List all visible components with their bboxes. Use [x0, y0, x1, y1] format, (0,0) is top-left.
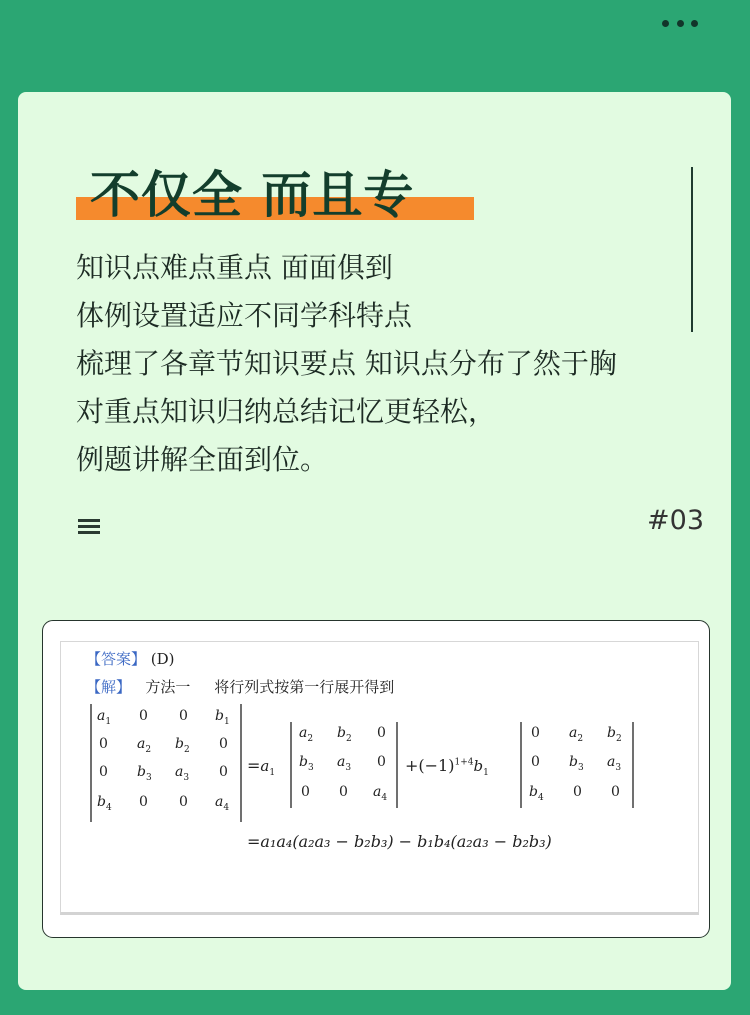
more-options-icon[interactable] — [662, 16, 698, 30]
headline: 不仅全 而且专 — [90, 166, 415, 224]
description-line: 知识点难点重点 面面俱到 — [76, 251, 393, 284]
solution-method: 方法一 — [145, 678, 191, 696]
final-result: =a₁a₄(a₂a₃ − b₂b₃) − b₁b₄(a₂a₃ − b₂b₃) — [247, 832, 552, 851]
description-line: 例题讲解全面到位。 — [76, 443, 329, 476]
solution-line — [86, 676, 394, 697]
sample-page — [60, 641, 699, 915]
plus-term: $+(-1)^{1+4}b_1$ — [405, 756, 489, 778]
answer-tag: 【答案】 — [86, 650, 147, 668]
menu-lines-icon[interactable] — [78, 519, 100, 533]
determinant-3x3-a: $a_2$ $b_2$ 0 $b_3$ $a_3$ 0 0 0 $a_4$ — [299, 725, 388, 803]
solution-tag: 【解】 — [86, 678, 132, 696]
solution-text: 将行列式按第一行展开得到 — [214, 678, 395, 696]
page-number: #03 — [647, 505, 704, 536]
determinant-3x3-b: 0 $a_2$ $b_2$ 0 $b_3$ $a_3$ $b_4$ 0 0 — [529, 725, 622, 803]
answer-value: (D) — [150, 650, 175, 668]
answer-line — [86, 648, 175, 669]
description — [76, 244, 696, 484]
description-line: 梳理了各章节知识要点 知识点分布了然于胸 — [76, 347, 617, 380]
description-line: 体例设置适应不同学科特点 — [76, 299, 413, 332]
headline-block — [76, 162, 476, 232]
description-line: 对重点知识归纳总结记忆更轻松， — [76, 395, 497, 428]
equals-sign: $=a_1$ — [247, 756, 276, 778]
determinant-4x4: $a_1$ 0 0 $b_1$ 0 $a_2$ $b_2$ 0 0 $b_3$ $a_3$ 0 $b_4$ 0 0 $a_4$ — [97, 708, 230, 813]
sample-image-frame — [42, 620, 710, 938]
content-card — [18, 92, 731, 990]
